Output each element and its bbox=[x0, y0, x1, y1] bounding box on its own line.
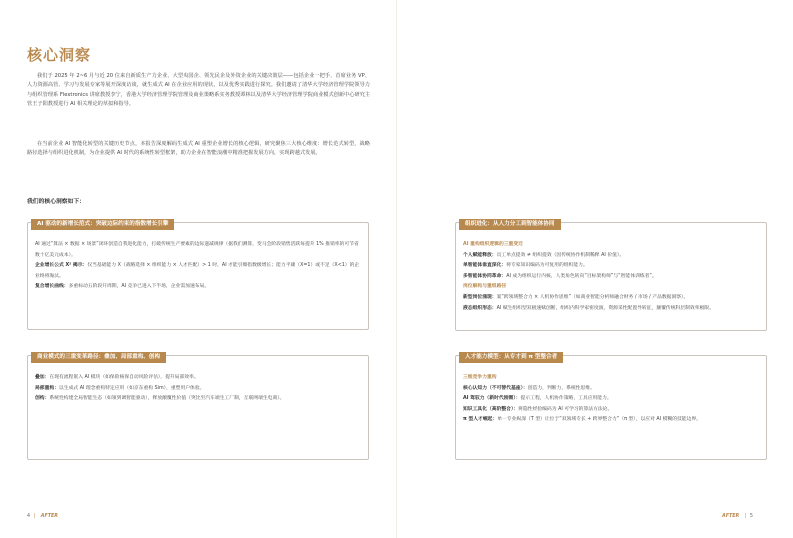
page-number: 5 bbox=[749, 514, 753, 519]
footer-left bbox=[27, 514, 60, 519]
footer-divider: | bbox=[33, 514, 36, 519]
footer-right bbox=[720, 514, 753, 519]
intro-paragraph-2: 在当前企业 AI 智能化转型的关键历史节点，本报告深度解码生成式 AI 重塑企业增长的核心逻辑，研究聚焦三大核心维度：增长范式转型，战略路径选择与组织进化机制，为企业提供 AI 时代的系统性转型框架，助力企业在智能浪潮中精准把握发展方向，实现跨越式发展。 bbox=[27, 141, 370, 157]
card-body bbox=[35, 240, 361, 293]
card-line: 复合增长曲线：多重标动五阶段开周期，AI 竞争已进入下半场，企业需加速布局。 bbox=[35, 284, 210, 290]
card-line: 多智能体协同革命：AI 成为组织运行内核，人类角色转向“目标架构师”与“智能体训练者”。 bbox=[463, 273, 657, 279]
page-title: 核心洞察 bbox=[27, 46, 92, 64]
card-org-evolution bbox=[455, 222, 767, 331]
card-line: π 型人才崛起：单一专业纵深（T 型）让位于“双领域专长 + 跨界整合力”（π 型），以应对 AI 模糊的技能边界。 bbox=[463, 417, 701, 423]
card-line: 企业增长公式 X² 揭示：仅当基础能力 X（战略选择 × 组织能力 × 人才匹配）> 1 时，AI 才能引爆指数级增长；能力平庸（X=1）或不足（X<1）的企业终将淘汰。 bbox=[35, 263, 360, 279]
card-line: AI 驾驭力（新时代刚需）：提示工程，人机协作策略，工具应用能力。 bbox=[463, 396, 612, 402]
card-talent-model bbox=[455, 355, 767, 460]
card-tag: 人才能力模型：从专才到 π 型整合者 bbox=[459, 352, 563, 363]
section-title: 岗位解构与重组路径 bbox=[463, 284, 507, 290]
card-business-model bbox=[27, 355, 369, 460]
card-line: 核心认知力（不可替代基座）：创造力，判断力，系统性思维。 bbox=[463, 385, 595, 391]
page-number: 4 bbox=[27, 514, 31, 519]
card-line: 创构：系统性构建全局智能生态（如领到调智能驱动），释放颠覆性价值（突比至汽车端生工厂制，互联网端生电商）。 bbox=[35, 396, 285, 402]
intro-paragraph-1: 我们于 2025 年 2~6 月与近 20 位来自新质生产力企业、大型央国企、领先民企及外资企业的关键决策层——包括企业一把手、首席业务 VP、人力资源高管、学习与发展专家等展开深度访谈，就生成式 AI 在企业应用的现状，以及优秀实践进行探究。我们邀请了清华大学经济管理学院领导力与组织管理系 Flextronics 讲席教授李宁，香港大学经济管理学院管理及商业策略系实务教授谭林以及清华大学经济管理学院商业模式创新中心研究主管王子阳教授进行 AI 相关理论的草拟和指导。 bbox=[27, 73, 370, 108]
card-line: 局部重构：以生成式 AI 理念重构特定应用（如京东重构 Sim），重塑用户体验。 bbox=[35, 385, 205, 391]
card-growth-paradigm bbox=[27, 222, 369, 330]
card-line: 叠加：在现有流程嵌入 AI 模块（如保险核保自动风险评估），提升局部效率。 bbox=[35, 375, 199, 380]
card-line: 液态组织形态：AI 赋生组织型双极速赋创断，组织内科学家密度演，资源采性配置导转征，颠覆传统科层制效率极限。 bbox=[463, 305, 714, 311]
card-line: 单智能体垂直深化：将专家知识编码为可复用的组织能力。 bbox=[463, 263, 588, 269]
card-line: 新型岗位涌现：案“跨领域整合力 × 人机协作思维”（如商业智能分析师融合财务 / 市场 / 产品数据洞察）。 bbox=[463, 294, 689, 300]
section-title: AI 重构组织逻辑的三重变迁 bbox=[463, 242, 523, 247]
section-title: 三维竞争力重构 bbox=[463, 375, 497, 380]
card-line: 知识工具化（高阶整合）：将隐性经验编码为 AI 可学习的算法方法论。 bbox=[463, 406, 613, 412]
brand-logo: AFTER bbox=[722, 514, 740, 519]
card-body bbox=[463, 373, 759, 426]
brand-logo: AFTER bbox=[40, 514, 58, 519]
card-line: 个人赋能释放：员工单点提效 ≠ 组织提效（因传统协作机制稀释 AI 价值）。 bbox=[463, 252, 625, 258]
card-tag: 商业模式的三重变革路径：叠加、局部重构、创构 bbox=[31, 352, 166, 363]
card-tag: AI 驱动的新增长范式：突破边际约束的指数增长引擎 bbox=[31, 219, 174, 230]
card-tag: 组织进化：从人力分工到智能体协同 bbox=[459, 219, 561, 230]
card-body bbox=[463, 240, 759, 314]
footer-divider: | bbox=[744, 514, 747, 519]
card-line: AI 通过“算法 × 数据 × 场景”闭环创造自我进化能力，打破传统生产要素的边际递减规律（据我们测算，变马会阶段销售活跃每提升 1% 推销率的可节省数十亿美元成本）。 bbox=[35, 242, 359, 258]
card-body bbox=[35, 373, 361, 405]
insights-subhead: 我们的核心洞察如下： bbox=[27, 199, 85, 205]
